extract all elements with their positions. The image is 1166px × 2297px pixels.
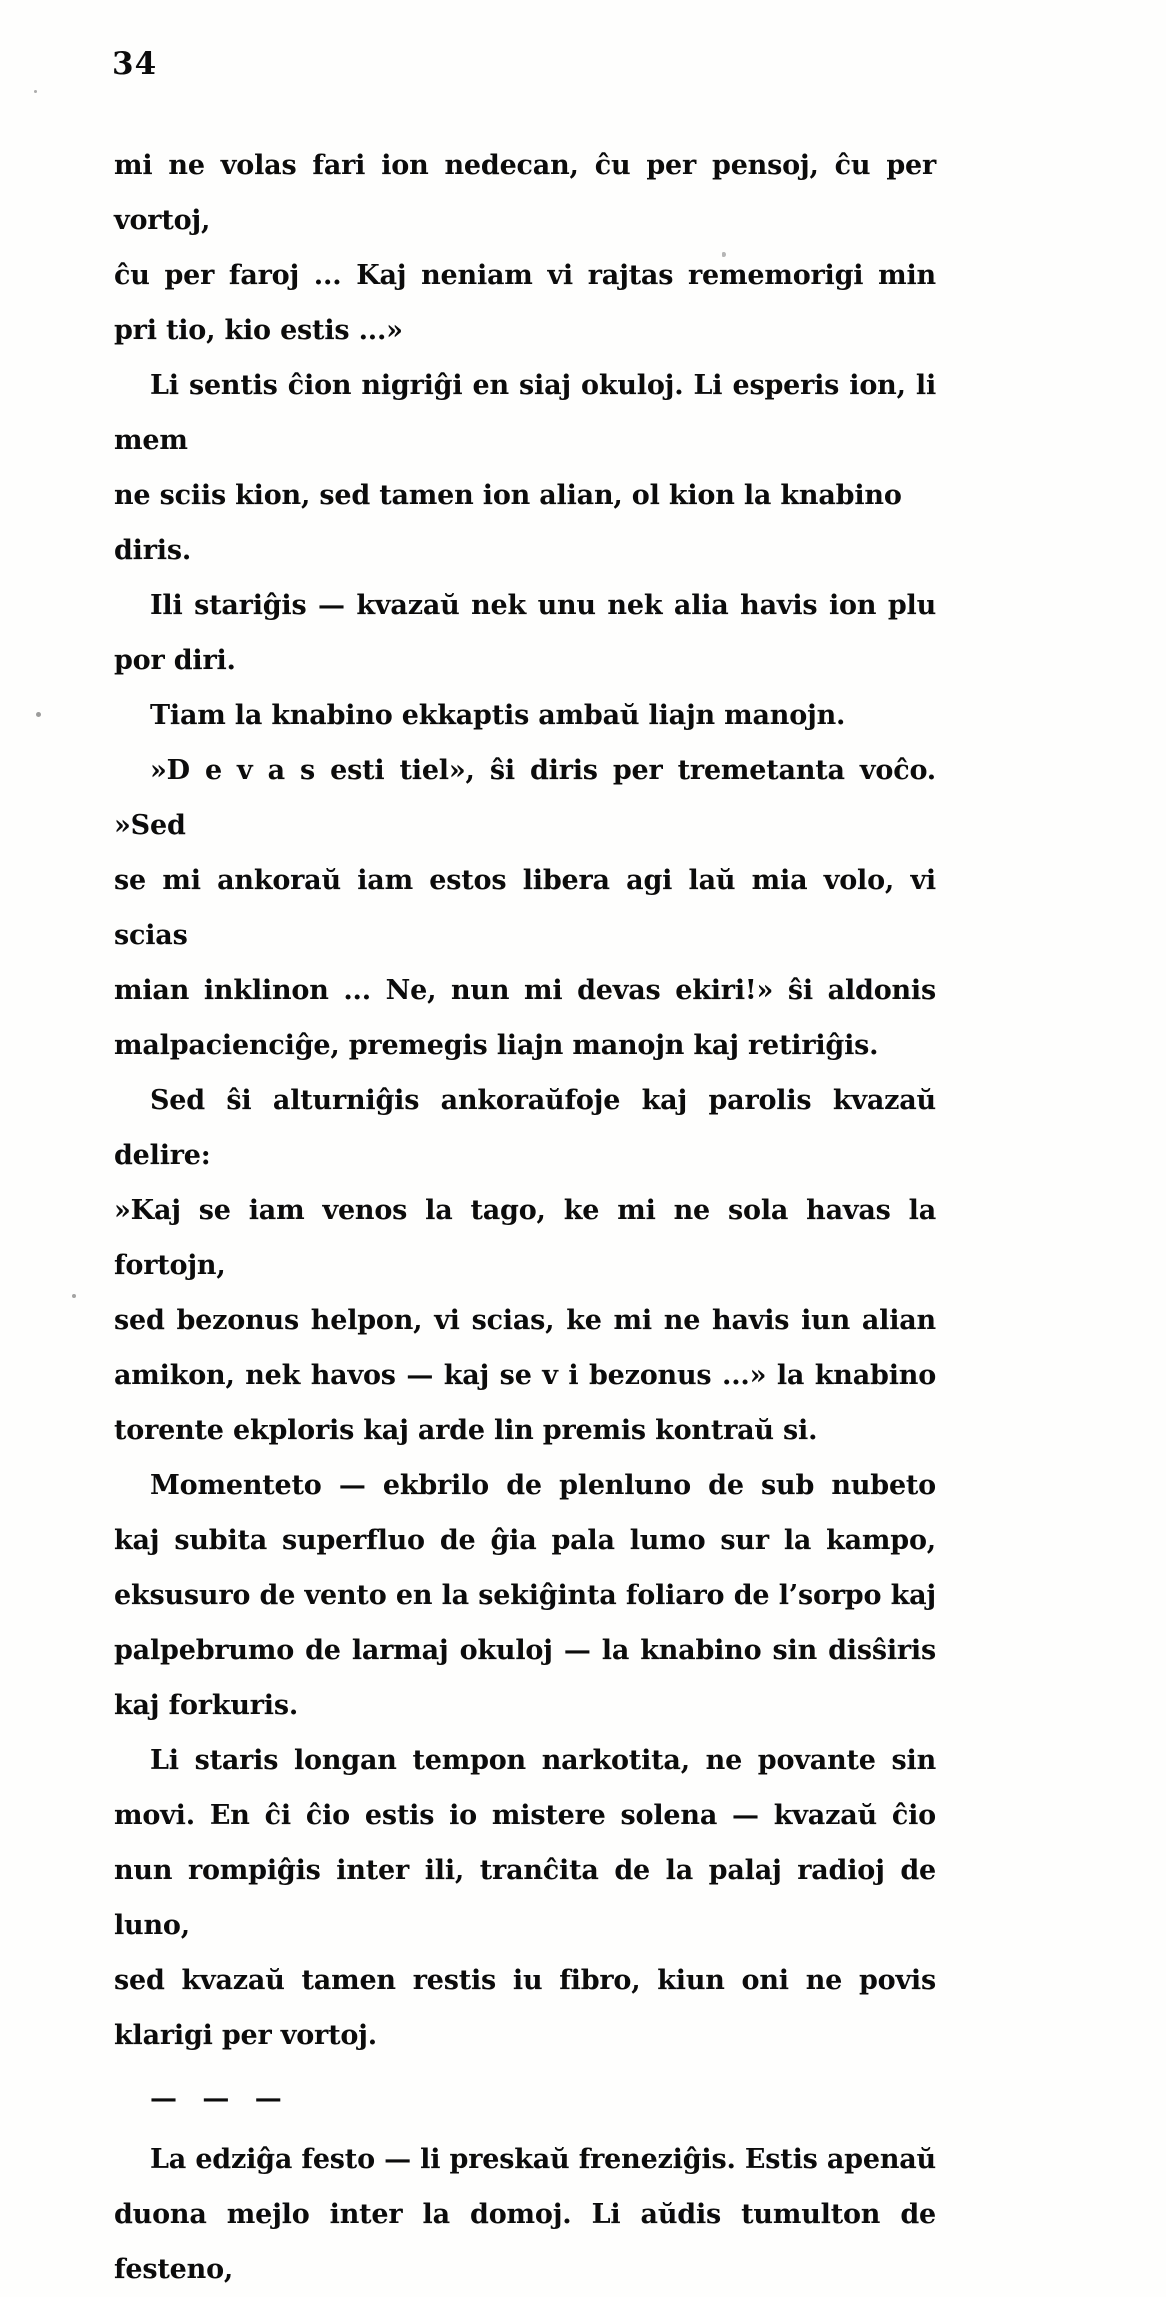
text-line: kaj forkuris. [114,1690,299,1721]
text-line: Li staris longan tempon narkotita, ne povante sin [150,1745,936,1776]
scan-speck [34,90,37,93]
section-separator: — — — [150,2083,290,2114]
paragraph [114,578,936,688]
text-line: klarigi per vortoj. [114,2020,377,2051]
text-line: Ili stariĝis — kvazaŭ nek unu nek alia havis ion plu [150,590,936,621]
text-line: eksusuro de vento en la sekiĝinta foliaro de l’sorpo kaj [114,1580,936,1611]
text-line: Li sentis ĉion nigriĝi en siaj okuloj. Li esperis ion, li mem [114,370,936,456]
paragraph [114,1733,936,2063]
text-line: ĉu per faroj ... Kaj neniam vi rajtas rememorigi min [114,260,936,291]
scan-speck [36,712,41,717]
scan-speck [72,1294,76,1298]
text-line: Momenteto — ekbrilo de plenluno de sub nubeto [150,1470,936,1501]
text-line: duona mejlo inter la domoj. Li aŭdis tumulton de festeno, [114,2199,936,2285]
text-line: torente ekploris kaj arde lin premis kontraŭ si. [114,1415,818,1446]
paragraph [114,743,936,1073]
text-line: La edziĝa festo — li preskaŭ freneziĝis. Estis apenaŭ [150,2144,936,2175]
scan-speck [722,252,726,257]
text-line: se mi ankoraŭ iam estos libera agi laŭ mia volo, vi scias [114,865,936,951]
text-line: Tiam la knabino ekkaptis ambaŭ liajn manojn. [150,700,846,731]
text-line: nun rompiĝis inter ili, tranĉita de la palaj radioj de luno, [114,1855,936,1941]
text-line: »D e v a s esti tiel», ŝi diris per tremetanta voĉo. »Sed [114,755,936,841]
paragraph [114,1458,936,1733]
paragraph [114,688,936,743]
text-block [114,138,936,2297]
text-line: ne sciis kion, sed tamen ion alian, ol kion la knabino diris. [114,480,902,566]
paragraph [114,358,936,578]
paragraph [114,1073,936,1458]
text-line: sed kvazaŭ tamen restis iu fibro, kiun oni ne povis [114,1965,936,1996]
text-line: »Kaj se iam venos la tago, ke mi ne sola havas la fortojn, [114,1195,936,1281]
text-line: palpebrumo de larmaj okuloj — la knabino sin disŝiris [114,1635,936,1666]
paragraph [114,138,936,358]
text-line: Sed ŝi alturniĝis ankoraŭfoje kaj parolis kvazaŭ delire: [114,1085,936,1171]
text-line: mi ne volas fari ion nedecan, ĉu per pensoj, ĉu per vortoj, [114,150,936,236]
text-line: kaj subita superfluo de ĝia pala lumo sur la kampo, [114,1525,936,1556]
text-line: pri tio, kio estis ...» [114,315,403,346]
text-line: movi. En ĉi ĉio estis io mistere solena — kvazaŭ ĉio [114,1800,936,1831]
text-line: sed bezonus helpon, vi scias, ke mi ne havis iun alian [114,1305,936,1336]
text-line: malpacienciĝe, premegis liajn manojn kaj retiriĝis. [114,1030,879,1061]
text-line: mian inklinon ... Ne, nun mi devas ekiri!» ŝi aldonis [114,975,936,1006]
text-line: amikon, nek havos — kaj se v i bezonus ...» la knabino [114,1360,936,1391]
paragraph [114,2132,936,2297]
page-number: 34 [112,46,158,82]
text-line: por diri. [114,645,236,676]
